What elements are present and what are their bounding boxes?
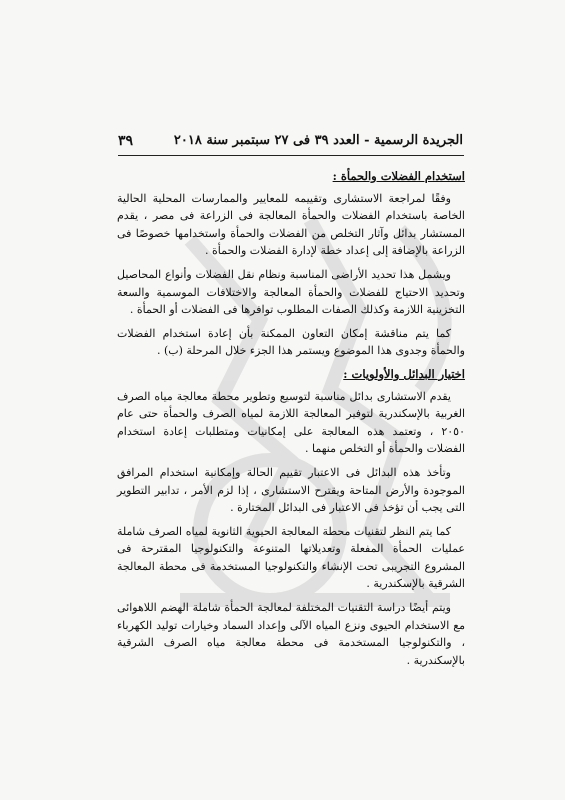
gazette-title: الجريدة الرسمية - العدد ٣٩ فى ٢٧ سبتمبر سنة ٢٠١٨ [173, 133, 463, 148]
paragraph: كما يتم مناقشة إمكان التعاون الممكنة بأن إعادة استخدام الفضلات والحمأة وجدوى هذا الموضوع ويستمر هذا الجزء خلال المرحلة (ب) . [117, 326, 465, 358]
section-heading-waste-sludge: استخدام الفضلات والحمأة : [332, 169, 465, 183]
paragraph: وتأخذ هذه البدائل فى الاعتبار تقييم الحالة وإمكانية استخدام المرافق الموجودة والأرض المتاحة ويقترح الاستشارى ، إذا لزم الأمر ، تدابير التطوير التى يجب أن تؤخذ فى الاعتبار فى البدائل المختارة . [117, 465, 465, 515]
paragraph: وفقًا لمراجعة الاستشارى وتقييمه للمعايير والممارسات المحلية الحالية الخاصة باستخدام الفضلات والحمأة المعالجة فى الزراعة فى مصر ، يقدم المستشار بدائل وآثار التخلص من الفضلات والحمأة واستخدامها خصوصًا فى الزراعة بالإضافة إلى إعداد خطة لإدارة الفضلات والحمأة . [117, 191, 465, 258]
page-header [118, 133, 463, 153]
document-body [117, 168, 465, 675]
paragraph: ويتم أيضًا دراسة التقنيات المختلفة لمعالجة الحمأة شاملة الهضم اللاهوائى مع الاستخدام الحيوى ونزع المياه الآلى وإعداد السماد وخيارات توليد الكهرباء ، والتكنولوجيا المستخدمة فى محطة معالجة مياه الصرف الشرقية بالإسكندرية . [117, 601, 465, 667]
header-divider [118, 155, 464, 156]
paragraph: يقدم الاستشارى بدائل مناسبة لتوسيع وتطوير محطة معالجة مياه الصرف الغربية بالإسكندرية لتوفير المعالجة اللازمة لمياه الصرف والحمأة حتى عام ٢٠٥٠ ، وتعتمد هذه المعالجة على إمكانيات ومتطلبات إعادة استخدام الفضلات والحمأة أو التخلص منهما . [117, 389, 465, 456]
page-number: ٣٩ [118, 133, 134, 149]
paragraph: ويشمل هذا تحديد الأراضى المناسبة ونظام نقل الفضلات وأنواع المحاصيل وتحديد الاحتياج للفضلات والحمأة المعالجة والاختلافات الموسمية والسعة التخزينية اللازمة وكذلك الصفات المطلوب توافرها فى الفضلات أو الحمأة . [117, 267, 465, 317]
section-heading-alternatives: اختيار البدائل والأولويات : [343, 366, 465, 381]
paragraph: كما يتم النظر لتقنيات محطة المعالجة الحيوية الثانوية لمياه الصرف شاملة عمليات الحمأة المفعلة وتعديلاتها المتنوعة والتكنولوجيا المقترحة فى المشروع التجريبى تحت الإنشاء والتكنولوجيا المستخدمة فى محطة المعالجة الشرقية بالإسكندرية . [117, 524, 465, 591]
